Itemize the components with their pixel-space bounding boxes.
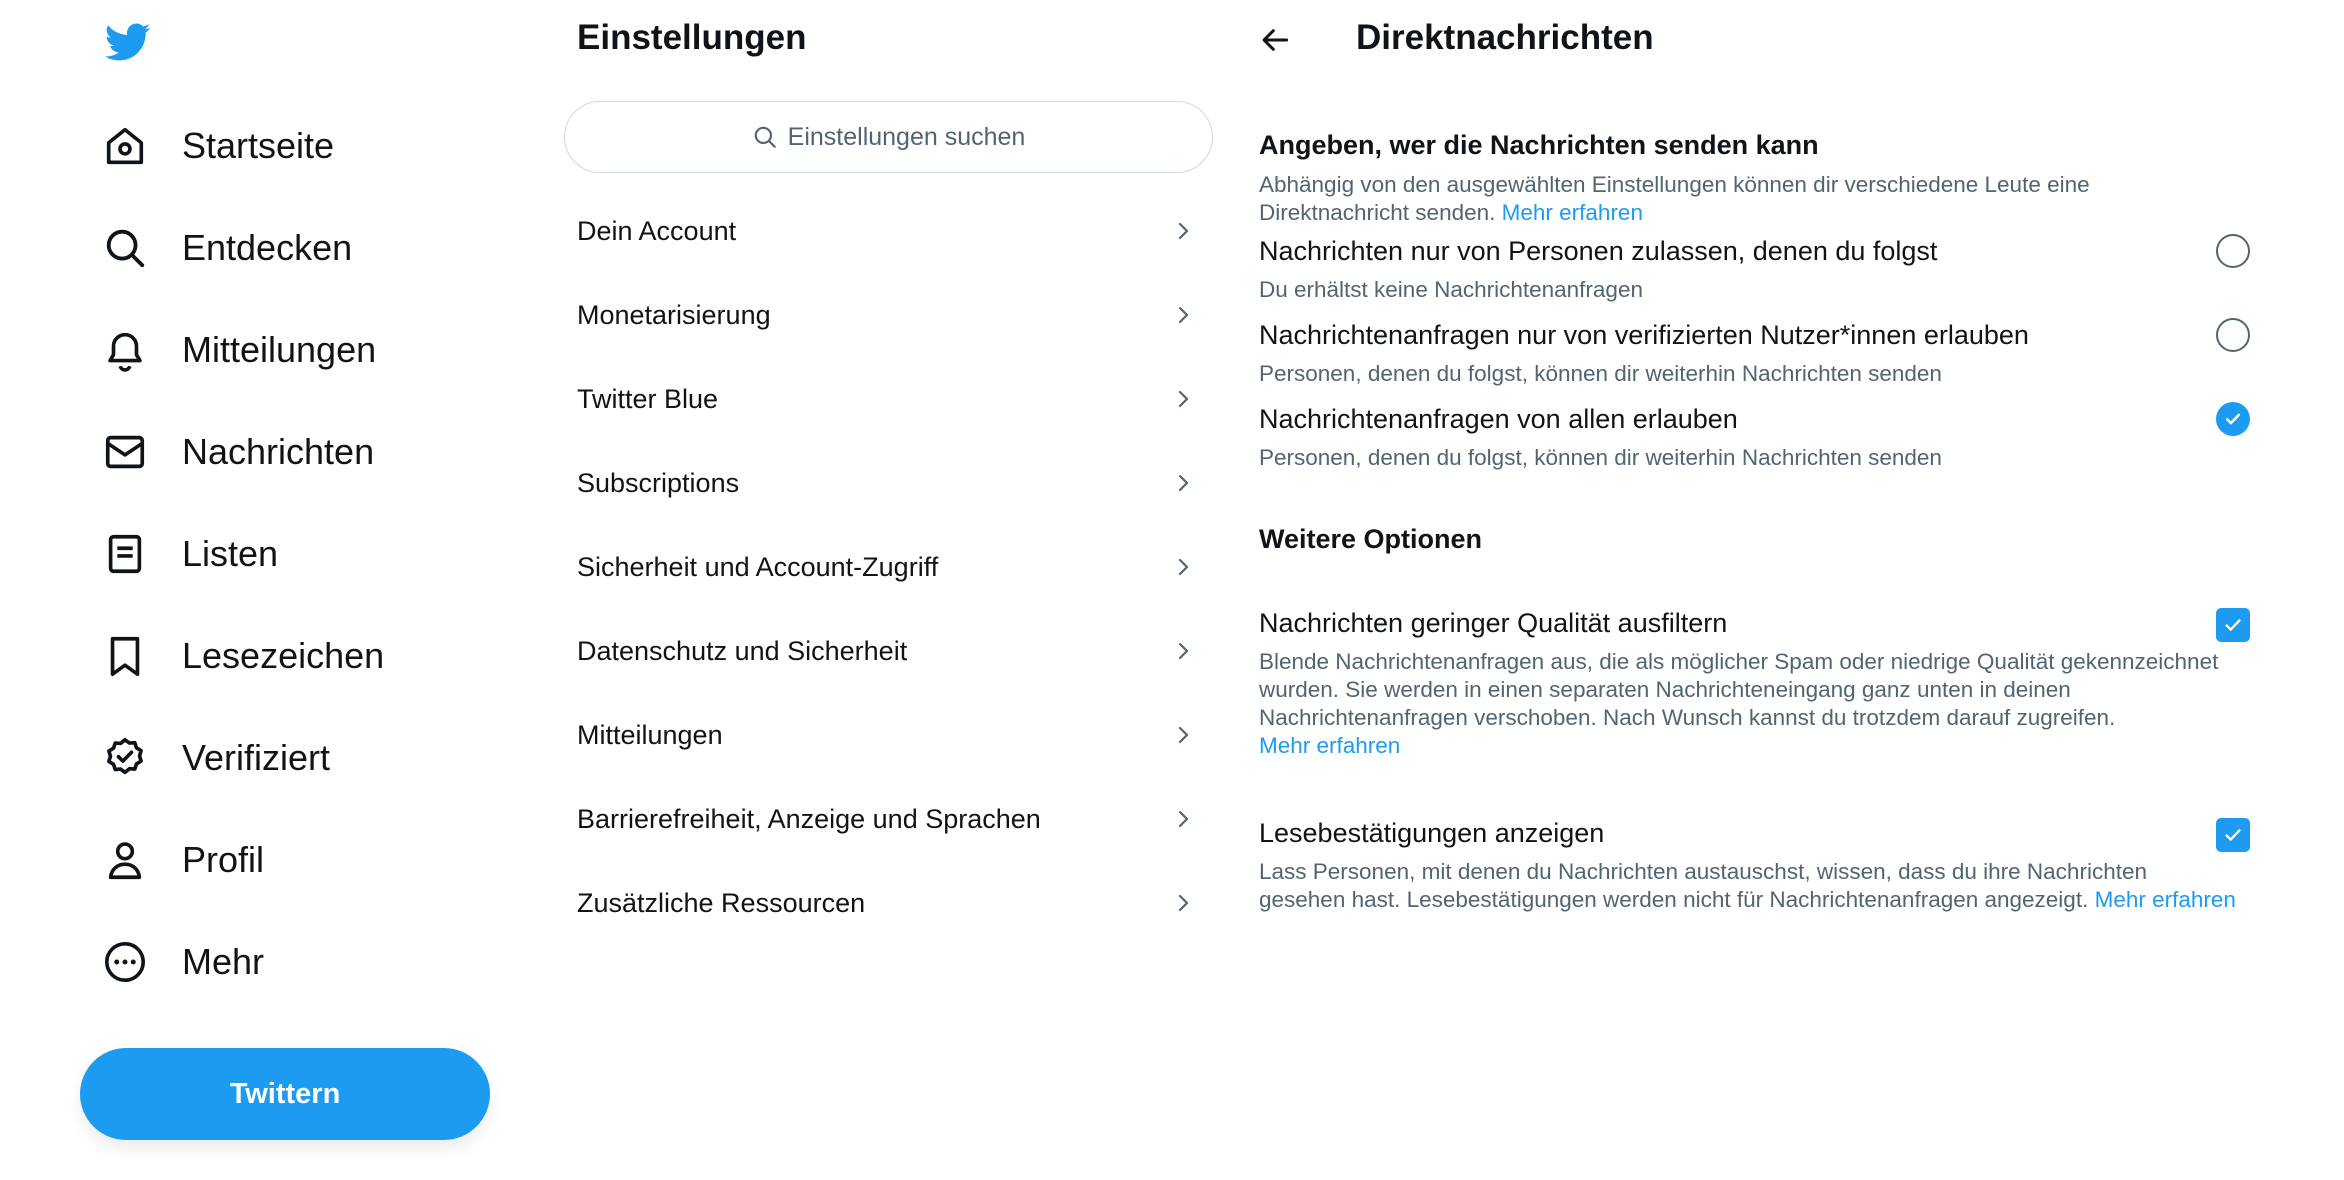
home-icon (100, 121, 150, 171)
radio-verified-only[interactable] (2216, 318, 2250, 352)
nav-item-explore[interactable] (100, 218, 352, 278)
settings-item-label: Sicherheit und Account-Zugriff (577, 551, 939, 582)
section-title-more-options: Weitere Optionen (1259, 524, 1483, 554)
twitter-bird-icon[interactable] (100, 18, 154, 66)
learn-more-link[interactable]: Mehr erfahren (1501, 200, 1643, 225)
description-text: Blende Nachrichtenanfragen aus, die als möglicher Spam oder niedrige Qualität gekennzeichnet wurden. Sie werden in einen separaten Nachrichteneingang ganz unten in deinen Nachrichtenanfragen verschoben. Nach Wunsch kannst du trotzdem darauf zugreifen. (1259, 649, 2219, 730)
search-icon (752, 124, 778, 150)
nav-label: Profil (182, 839, 265, 880)
nav-item-lists[interactable] (100, 524, 278, 584)
settings-item-accessibility[interactable] (565, 777, 1215, 861)
settings-item-resources[interactable] (565, 861, 1215, 945)
settings-item-label: Zusätzliche Ressourcen (577, 887, 866, 918)
learn-more-link[interactable]: Mehr erfahren (2094, 887, 2236, 912)
chevron-right-icon (1171, 723, 1195, 747)
settings-title: Einstellungen (577, 18, 807, 57)
settings-item-monetization[interactable] (565, 273, 1215, 357)
nav-label: Startseite (182, 125, 335, 166)
nav-label: Verifiziert (182, 737, 331, 778)
option-label: Lesebestätigungen anzeigen (1259, 818, 1605, 848)
person-icon (100, 835, 150, 885)
more-circle-icon (100, 937, 150, 987)
chevron-right-icon (1171, 219, 1195, 243)
nav-label: Mitteilungen (182, 329, 377, 370)
learn-more-link[interactable]: Mehr erfahren (1259, 733, 1401, 758)
chevron-right-icon (1171, 807, 1195, 831)
checkmark-icon (2222, 824, 2244, 846)
receipts-description (1259, 858, 2239, 914)
nav-item-bookmarks[interactable] (100, 626, 384, 686)
settings-item-label: Twitter Blue (577, 383, 719, 414)
nav-item-home[interactable] (100, 116, 334, 176)
verified-badge-icon (100, 733, 150, 783)
chevron-right-icon (1171, 639, 1195, 663)
checkbox-read-receipts[interactable] (2216, 818, 2250, 852)
settings-item-label: Mitteilungen (577, 719, 723, 750)
bookmark-icon (100, 631, 150, 681)
description-text: Abhängig von den ausgewählten Einstellungen können dir verschiedene Leute eine Direktnachricht senden. (1259, 172, 2090, 225)
radio-everyone[interactable] (2216, 402, 2250, 436)
section-title-who-can-message: Angeben, wer die Nachrichten senden kann (1259, 130, 1819, 160)
radio-followed-only[interactable] (2216, 234, 2250, 268)
nav-item-messages[interactable] (100, 422, 374, 482)
settings-item-security[interactable] (565, 525, 1215, 609)
tweet-button[interactable]: Twittern (80, 1048, 490, 1140)
chevron-right-icon (1171, 303, 1195, 327)
nav-label: Lesezeichen (182, 635, 385, 676)
nav-item-verified[interactable] (100, 728, 330, 788)
nav-item-profile[interactable] (100, 830, 264, 890)
settings-item-label: Monetarisierung (577, 299, 771, 330)
option-label: Nachrichten nur von Personen zulassen, denen du folgst (1259, 236, 1938, 266)
nav-label: Listen (182, 533, 279, 574)
checkmark-icon (2222, 614, 2244, 636)
settings-item-label: Dein Account (577, 215, 737, 246)
settings-item-label: Datenschutz und Sicherheit (577, 635, 908, 666)
section-description (1259, 171, 2239, 227)
search-placeholder: Einstellungen suchen (787, 122, 1026, 151)
nav-item-more[interactable] (100, 932, 264, 992)
option-sublabel: Personen, denen du folgst, können dir weiterhin Nachrichten senden (1259, 445, 1942, 470)
filter-description (1259, 648, 2239, 760)
option-sublabel: Personen, denen du folgst, können dir weiterhin Nachrichten senden (1259, 361, 1942, 386)
settings-item-privacy[interactable] (565, 609, 1215, 693)
chevron-right-icon (1171, 555, 1195, 579)
checkmark-icon (2223, 409, 2243, 429)
back-arrow-icon[interactable] (1256, 20, 1296, 60)
envelope-icon (100, 427, 150, 477)
option-label: Nachrichtenanfragen von allen erlauben (1259, 404, 1738, 434)
option-label: Nachrichtenanfragen nur von verifizierten Nutzer*innen erlauben (1259, 320, 2029, 350)
description-text: Lass Personen, mit denen du Nachrichten austauschst, wissen, dass du ihre Nachrichten gesehen hast. Lesebestätigungen werden nicht für Nachrichtenanfragen angezeigt. (1259, 859, 2147, 912)
nav-label: Nachrichten (182, 431, 375, 472)
nav-label: Mehr (182, 941, 265, 982)
settings-item-label: Barrierefreiheit, Anzeige und Sprachen (577, 803, 1041, 834)
checkbox-filter-low-quality[interactable] (2216, 608, 2250, 642)
primary-navigation (0, 0, 520, 1180)
settings-item-twitter-blue[interactable] (565, 357, 1215, 441)
chevron-right-icon (1171, 387, 1195, 411)
settings-item-notifications[interactable] (565, 693, 1215, 777)
settings-item-label: Subscriptions (577, 467, 740, 498)
settings-search-input[interactable] (564, 101, 1213, 173)
settings-item-subscriptions[interactable] (565, 441, 1215, 525)
settings-item-your-account[interactable] (565, 189, 1215, 273)
page-title: Direktnachrichten (1356, 18, 1654, 57)
list-icon (100, 529, 150, 579)
option-sublabel: Du erhältst keine Nachrichtenanfragen (1259, 277, 1643, 302)
chevron-right-icon (1171, 471, 1195, 495)
nav-item-notifications[interactable] (100, 320, 376, 380)
bell-icon (100, 325, 150, 375)
chevron-right-icon (1171, 891, 1195, 915)
search-icon (100, 223, 150, 273)
nav-label: Entdecken (182, 227, 353, 268)
option-label: Nachrichten geringer Qualität ausfiltern (1259, 608, 1728, 638)
